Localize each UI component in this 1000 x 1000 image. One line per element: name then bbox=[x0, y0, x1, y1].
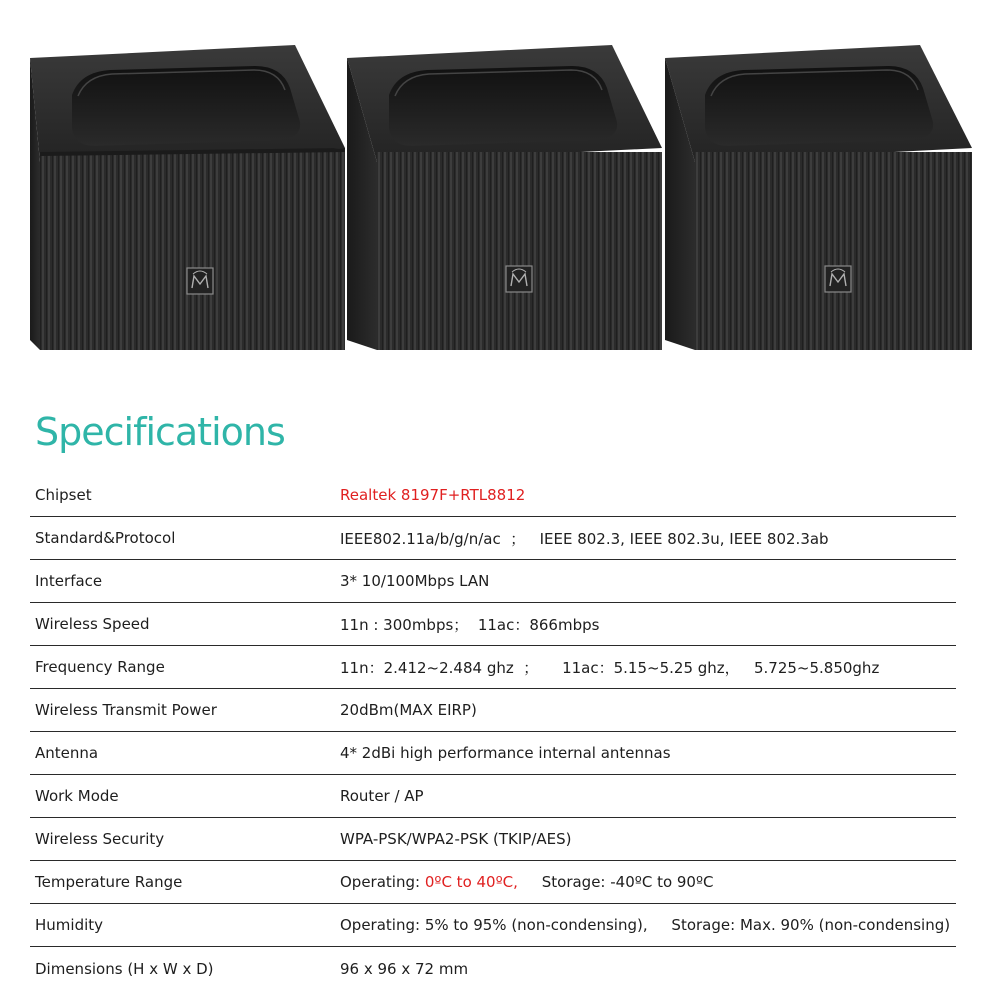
spec-label: Interface bbox=[35, 572, 103, 590]
spec-value: 96 x 96 x 72 mm bbox=[340, 959, 469, 978]
spec-value bbox=[340, 873, 956, 891]
spec-row-standard-protocol bbox=[30, 517, 956, 560]
spec-row-antenna bbox=[30, 732, 956, 775]
spec-row-work-mode bbox=[30, 775, 956, 818]
spec-value: 3* 10/100Mbps LAN bbox=[340, 572, 490, 590]
spec-row-interface bbox=[30, 560, 956, 603]
spec-value: Operating: 5% to 95% (non-condensing), Storage: Max. 90% (non-condensing) bbox=[340, 916, 951, 934]
operating-temperature: 0ºC to 40ºC, bbox=[424, 873, 518, 891]
spec-label: Wireless Security bbox=[35, 830, 165, 848]
spec-label: Chipset bbox=[35, 486, 92, 504]
m-logo-icon bbox=[506, 266, 532, 292]
spec-row-temperature-range bbox=[30, 861, 956, 904]
spec-label: Frequency Range bbox=[35, 658, 165, 676]
router-unit-3 bbox=[665, 45, 972, 350]
spec-label: Antenna bbox=[35, 744, 99, 762]
storage-temperature: Storage: -40ºC to 90ºC bbox=[517, 873, 714, 891]
spec-label: Wireless Transmit Power bbox=[35, 701, 217, 719]
router-unit-1 bbox=[30, 45, 345, 350]
spec-label: Dimensions (H x W x D) bbox=[35, 959, 214, 978]
spec-value: 20dBm(MAX EIRP) bbox=[340, 701, 477, 719]
spec-value: IEEE802.11a/b/g/n/ac ； IEEE 802.3, IEEE 802.3u, IEEE 802.3ab bbox=[340, 529, 829, 548]
spec-value: 11n：2.412~2.484 ghz ； 11ac：5.15~5.25 ghz， 5.725~5.850ghz bbox=[340, 658, 880, 677]
m-logo-icon bbox=[187, 268, 213, 294]
spec-label: Work Mode bbox=[35, 787, 119, 805]
spec-row-transmit-power bbox=[30, 689, 956, 732]
specifications-heading: Specifications bbox=[35, 410, 285, 454]
m-logo-icon bbox=[825, 266, 851, 292]
spec-row-humidity bbox=[30, 904, 956, 947]
product-images bbox=[0, 0, 1000, 380]
spec-label: Wireless Speed bbox=[35, 615, 150, 633]
spec-row-wireless-security bbox=[30, 818, 956, 861]
spec-value: 11n : 300mbps； 11ac：866mbps bbox=[340, 615, 600, 634]
spec-label: Humidity bbox=[35, 916, 104, 934]
spec-row-chipset bbox=[30, 474, 956, 517]
router-unit-2 bbox=[347, 45, 662, 350]
temperature-prefix: Operating: bbox=[340, 873, 425, 891]
spec-value: WPA-PSK/WPA2-PSK (TKIP/AES) bbox=[340, 830, 572, 848]
spec-row-wireless-speed bbox=[30, 603, 956, 646]
spec-value: 4* 2dBi high performance internal antennas bbox=[340, 744, 671, 762]
spec-value: Router / AP bbox=[340, 787, 424, 805]
spec-row-dimensions bbox=[30, 947, 956, 990]
spec-row-frequency-range bbox=[30, 646, 956, 689]
spec-table bbox=[30, 474, 956, 990]
spec-label: Temperature Range bbox=[35, 873, 183, 891]
spec-label: Standard&Protocol bbox=[35, 529, 176, 547]
spec-value: Realtek 8197F+RTL8812 bbox=[340, 486, 526, 504]
